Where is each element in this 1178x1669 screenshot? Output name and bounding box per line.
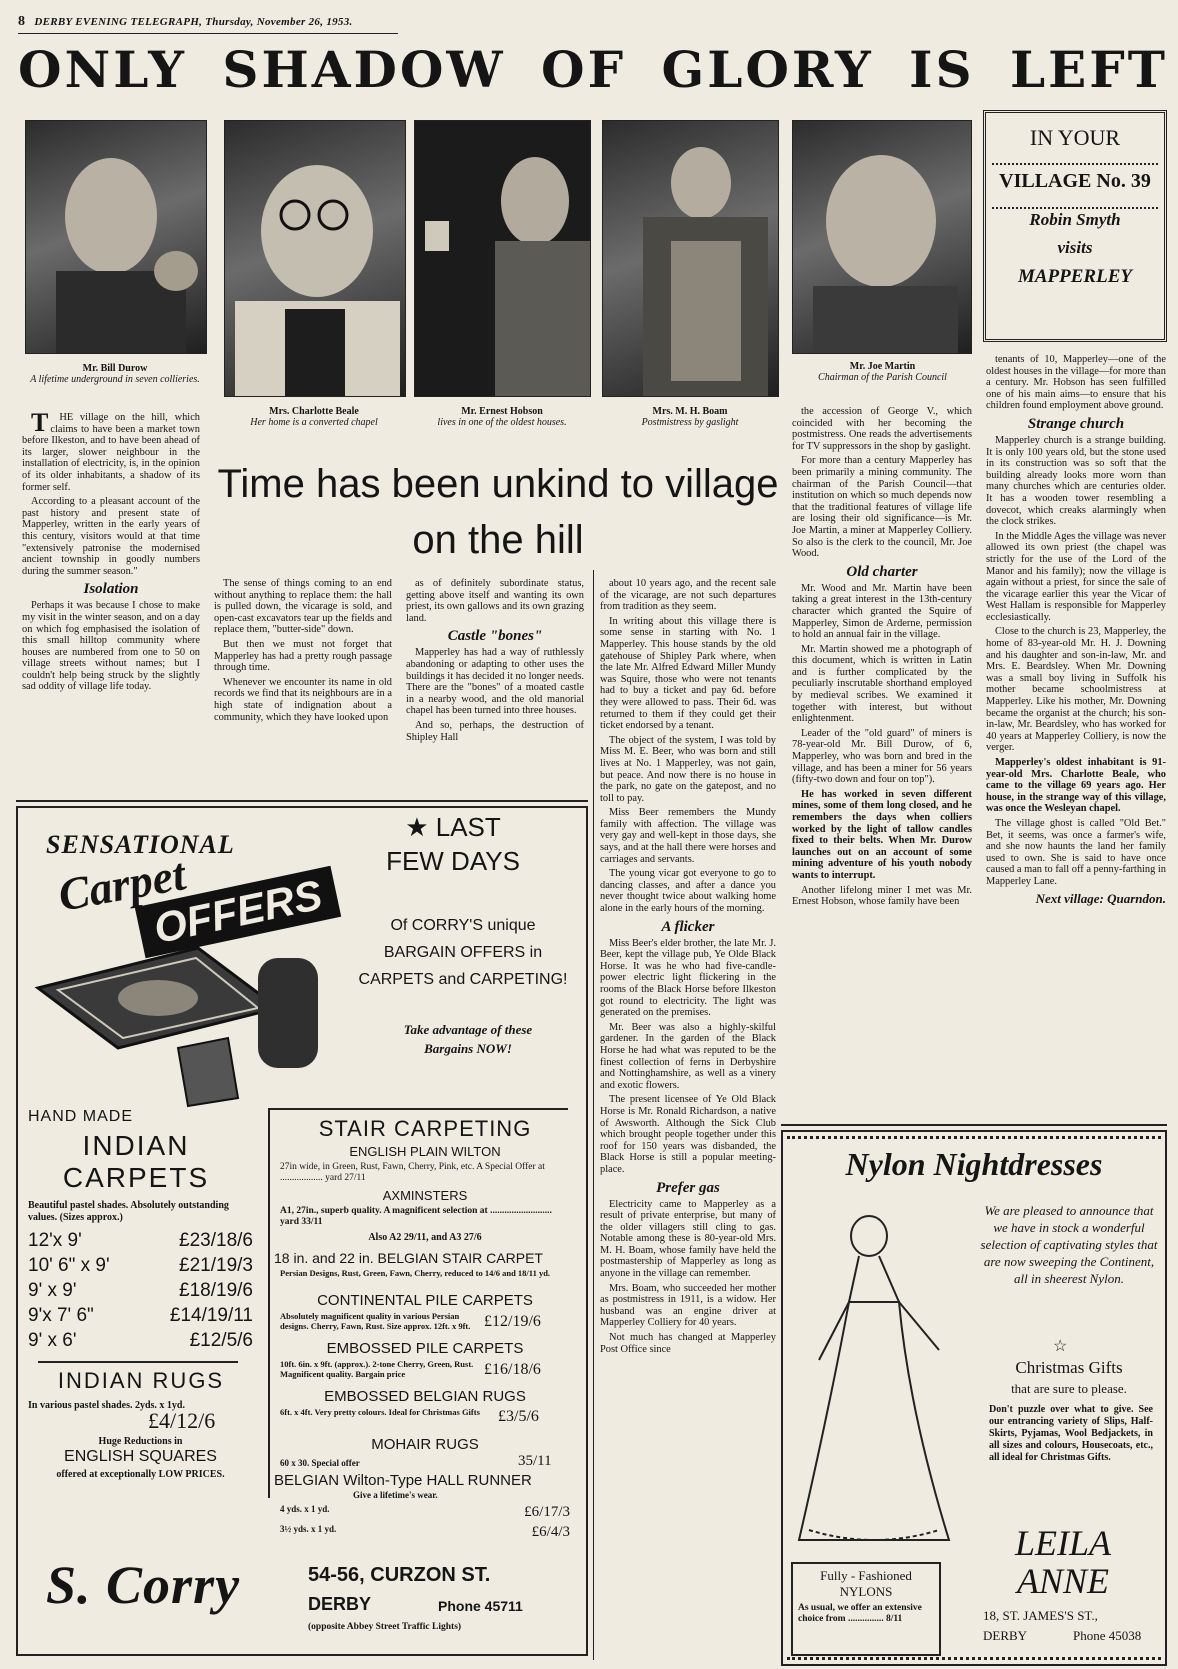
star-icon: ☆: [1053, 1338, 1068, 1355]
nylons-label: NYLONS: [839, 1584, 893, 1599]
price-row: [28, 1328, 253, 1353]
ad-divider: [38, 1361, 238, 1363]
paragraph: Electricity came to Mapperley as a result of private enterprise, but many of the older villagers still cling to gas. Notable among these is 80-year-old Mrs. M. H. Boam, whose family have held the postmastership of Mapperley as long as anyone in the village can remember.: [600, 1198, 776, 1280]
paragraph: Whenever we encounter its name in old records we find that its neighbours are in a high state of indignation about a community, which they have looked upon: [214, 676, 392, 723]
ad-sensational: SENSATIONAL: [46, 830, 235, 859]
paragraph: And so, perhaps, the destruction of Shipley Hall: [406, 719, 584, 743]
runner-price: £6/17/3: [524, 1504, 570, 1520]
ad-huge-reductions: Huge Reductions in: [98, 1436, 183, 1447]
ad-rugs-note: In various pastel shades. 2yds. x 1yd.: [28, 1400, 185, 1411]
paragraph: Mapperley has had a way of ruthlessly abandoning or adapting to other uses the buildings it has decided it no longer needs. There are the "bones" of a moated castle in a nearby wood, and the old manorial chapel has been turned into three houses.: [406, 647, 584, 717]
paragraph: The young vicar got everyone to go to dancing classes, and after a dance you never thought twice about walking home alone in the early hours of the morning.: [600, 868, 776, 915]
ad-plain-wilton: ENGLISH PLAIN WILTON: [349, 1144, 501, 1159]
ad-offers-banner: OFFERS: [135, 866, 341, 958]
corry-logo: S. Corry: [46, 1555, 241, 1615]
carpet-size: 12'x 9': [28, 1230, 82, 1251]
caption-desc: A lifetime underground in seven collieries.: [30, 374, 200, 385]
subheading-castle-bones: Castle "bones": [447, 628, 543, 645]
column-rule: [593, 570, 594, 1660]
ad-embossed-pile-price: £16/18/6: [484, 1361, 541, 1378]
paragraph: Perhaps it was because I chose to make my visit in the winter season, and on a day on which fog emphasised the isolation of this small hilltop community where houses are numbered from one to 50 on village streets without names; but I couldn't help being struck by the slightly sad oddity of village life today.: [22, 600, 200, 693]
ad-indian-rugs: INDIAN RUGS: [57, 1368, 225, 1393]
portrait-woman-apron-icon: [603, 121, 778, 396]
paragraph: According to a pleasant account of the past history and present state of Mapperley, written in the early years of this century, visitors would at that time "extensively patronise the modernised ancient township in goodly numbers during the summer season.": [22, 496, 200, 577]
ad-take-advantage: Take advantage of these Bargains NOW!: [403, 1022, 533, 1056]
ad-mohair-note: 60 x 30. Special offer: [280, 1458, 360, 1468]
caption-name: Mrs. M. H. Boam: [652, 406, 728, 417]
ad-axminsters-note: A1, 27in., superb quality. A magnificent selection at .......................... yard 33/11: [280, 1206, 552, 1227]
price-row: [28, 1278, 253, 1303]
paragraph: Miss Beer's elder brother, the late Mr. J. Beer, kept the village pub, Ye Olde Black Horse. It was he who had five-candle-power electric light flickering in the rooms of the Black Horse before Ilkeston got round to electricity. The light was generated on the premises.: [600, 937, 776, 1019]
caption-desc: Postmistress by gaslight: [641, 417, 739, 428]
paragraph: The village ghost is called "Old Bet." Bet, it seems, was once a farmer's wife, and she now haunts the land her family used to own. She is said to have once caused a man to fall off a penny-farthing in Mapperley Lane.: [986, 817, 1166, 887]
article-col4: [600, 578, 776, 1358]
paragraph: Another lifelong miner I met was Mr. Ernest Hobson, whose family have been: [792, 884, 972, 908]
brand-line2: ANNE: [1016, 1561, 1109, 1601]
page-number: 8: [18, 14, 26, 29]
next-village: Next village: Quarndon.: [1035, 890, 1166, 906]
paragraph: Mr. Martin showed me a photograph of this document, which is written in Latin and is further complicated by the peculiarly inscrutable shorthand employed by medieval scribes. We examined it together with interest, but without enlightenment.: [792, 643, 972, 725]
dateline: DERBY EVENING TELEGRAPH, Thursday, November 26, 1953.: [34, 16, 353, 28]
ad-border-pattern: [787, 1136, 1161, 1139]
ad-embossed-pile-note: 10ft. 6in. x 9ft. (approx.). 2-tone Cherry, Green, Rust. Magnificent quality. Bargain price: [280, 1359, 474, 1379]
caption-charlotte-beale: [224, 406, 404, 428]
subheading-old-charter: Old charter: [846, 563, 918, 580]
ad-wilton-note: 27in wide, in Green, Rust, Fawn, Cherry, Pink, etc. A Special Offer at .................. yard 27/11: [280, 1162, 545, 1183]
leila-anne-brand: [963, 1524, 1163, 1600]
ad-runner-row: [280, 1504, 570, 1521]
ad-pastel-note: Beautiful pastel shades. Absolutely outstanding values. (Sizes approx.): [28, 1200, 229, 1223]
ad-belgian-stair: 18 in. and 22 in. BELGIAN STAIR CARPET: [274, 1250, 543, 1266]
ad-english-squares: ENGLISH SQUARES: [64, 1448, 217, 1465]
article-col3: [406, 578, 584, 746]
price-row: [28, 1228, 253, 1253]
paragraph: In the Middle Ages the village was never allowed its own priest (the chapel was strictly for the use of the Lord of the Manor and his family); now the village is again without a priest, for since the sale of the vicarage earlier this year the Vicar of West Hallam is responsible for Mapperley ecclesiastically.: [986, 530, 1166, 623]
article-col1: [22, 408, 200, 696]
masthead: [18, 14, 398, 30]
paragraph: Mr. Wood and Mr. Martin have been taking a great interest in the 13th-century character which granted the Squire of Mapperley, Simon de Arderne, permission to hold an annual fair in the village.: [792, 582, 972, 641]
caption-name: Mrs. Charlotte Beale: [269, 406, 359, 417]
carpet-size: 10' 6" x 9': [28, 1255, 110, 1276]
paragraph: Mapperley church is a strange building. It is only 100 years old, but the stone used in its construction was so soft that the building already looks more worn than many churches which are centuries older. It has a wooden tower resembling a dovecot, which creaks alarmingly when the clock strikes.: [986, 434, 1166, 528]
caption-joe-martin: [790, 361, 975, 383]
column-rule: [781, 1124, 1167, 1126]
rug-illustration-icon: [28, 938, 338, 1108]
ad-runner-row: [280, 1524, 570, 1541]
paragraph: For more than a century Mapperley has been primarily a mining community. The chairman of the Parish Council—that institution on which so much depends now that the traditional features of village life are losing their old significance—is Mr. Joe Martin, a miner at Mapperley Colliery. So also is the clerk to the council, Mr. Joe Wood.: [792, 455, 972, 560]
nylons-body: As usual, we offer an extensive choice from ............... 8/11: [798, 1603, 922, 1624]
ad-continental-price: £12/19/6: [484, 1313, 541, 1330]
carpet-price: £23/18/6: [179, 1230, 253, 1251]
woman-nightdress-illustration-icon: [789, 1210, 959, 1560]
article-col6: [986, 354, 1166, 907]
leila-anne-address: 18, ST. JAMES'S ST.,: [983, 1608, 1098, 1623]
photo-bill-durow: [25, 120, 207, 354]
nylon-announce: We are pleased to announce that we have in stock a wonderful selection of captivating styles that are now sweeping the Continent, all in sheerest Nylon.: [980, 1203, 1158, 1286]
ad-embossed-rugs: EMBOSSED BELGIAN RUGS: [324, 1388, 526, 1405]
price-row: [28, 1303, 253, 1328]
paragraph: THE village on the hill, which claims to have been a market town before Ilkeston, and to have been ahead of its larger, slower neighbour in the installation of electricity, is, in the opinion of its older inhabitants, a shadow of its former self.: [22, 408, 200, 493]
subheading-isolation: Isolation: [83, 581, 139, 598]
photo-charlotte-beale: [224, 120, 406, 397]
photo-ernest-hobson: [414, 120, 591, 397]
ad-border-pattern: [787, 1657, 1161, 1660]
paragraph: The present licensee of Ye Old Black Horse is Mr. Ronald Richardson, a native of Awsworth. Although the Sick Club which brought people together under this roof for 150 years was disbanded, the Black Horse is still a popular meeting-place.: [600, 1094, 776, 1175]
corry-phone: Phone 45711: [438, 1598, 523, 1614]
portrait-man-smiling-icon: [793, 121, 971, 353]
ad-panel-divider: [268, 1108, 568, 1110]
paragraph: as of definitely subordinate status, getting above itself and wanting its own priest, its own gallows and its own grazing land.: [406, 578, 584, 624]
ad-carpet-script: Carpet: [54, 848, 190, 921]
paragraph: Mrs. Boam, who succeeded her mother as postmistress in 1911, is a widow. Her husband was an engine driver at Mapperley Colliery for 40 years.: [600, 1282, 776, 1329]
ad-continental-note: Absolutely magnificent quality in various Persian designs. Cherry, Fawn, Rust. Size approx. 12ft. x 9ft.: [280, 1311, 471, 1331]
ad-embossed-rugs-price: £3/5/6: [498, 1408, 539, 1425]
caption-mh-boam: [600, 406, 780, 428]
series-line5: MAPPERLEY: [1017, 266, 1132, 287]
ad-hall-runner: BELGIAN Wilton-Type HALL RUNNER: [274, 1472, 532, 1489]
nylon-title: Nylon Nightdresses: [845, 1146, 1103, 1182]
paragraph: the accession of George V., which coincided with her becoming the postmistress. One reads the advertisements for TV suppressors in the shop by gaslight.: [792, 406, 972, 452]
corry-city: DERBY: [308, 1594, 372, 1614]
caption-bill-durow: [25, 363, 205, 385]
portrait-woman-glasses-icon: [225, 121, 405, 396]
caption-desc: Her home is a converted chapel: [250, 417, 378, 428]
caption-name: Mr. Bill Durow: [82, 363, 148, 374]
carpet-price: £21/19/3: [179, 1255, 253, 1276]
ad-squares-note: offered at exceptionally LOW PRICES.: [56, 1469, 225, 1480]
paragraph: tenants of 10, Mapperley—one of the oldest houses in the village—for more than a century. Mr. Hobson has seen fulfilled one of his main aims—to ensure that his children found employment above ground.: [986, 354, 1166, 412]
nylon-gifts-title: Christmas Gifts: [1015, 1358, 1123, 1377]
caption-name: Mr. Ernest Hobson: [461, 406, 543, 417]
portrait-man-doorway-icon: [415, 121, 590, 396]
price-row: [28, 1253, 253, 1278]
nylons-box: [791, 1562, 941, 1656]
corry-address: 54-56, CURZON ST.: [308, 1564, 491, 1586]
paragraph: Mr. Beer was also a highly-skilful gardener. In the garden of the Black Horse he had what was reputed to be the finest collection of ferns in Derbyshire and Nottinghamshire, as well as a vinery and exotic flowers.: [600, 1021, 776, 1091]
zigzag-divider: [992, 163, 1158, 165]
ad-panel-divider: [268, 1108, 270, 1498]
paragraph: The object of the system, I was told by Miss M. E. Beer, who was born and still lives at No. 1 Mapperley, was not gain, but peace. And now there is no house in the park, no gate on the gatepost, and no toll to pay.: [600, 734, 776, 804]
ad-belgian-stair-note: Persian Designs, Rust, Green, Fawn, Cherry, reduced to 14/6 and 18/11 yd.: [280, 1268, 551, 1278]
ad-axminsters: AXMINSTERS: [382, 1188, 468, 1203]
brand-line1: LEILA: [1014, 1523, 1111, 1563]
banner-headline: ONLY SHADOW OF GLORY IS LEFT: [18, 40, 1168, 99]
paragraph: Miss Beer remembers the Mundy family with affection. The village was very gay and well-kept in those days, she says, and at the hall there were horses and carriages and servants.: [600, 807, 776, 865]
paragraph: Close to the church is 23, Mapperley, the home of 83-year-old Mr. H. J. Downing and his daughter and son-in-law, Mr. and Mrs. E. Beardsley. When Mr. Downing was a small boy living in Suffolk his mother became schoolmistress at Mapperley. Like his mother, Mr. Downing became the organist at the church; his son-in-law, Mr. Beardsley, who has worked for 40 years at Mapperley Colliery, is now the verger.: [986, 626, 1166, 754]
paragraph: He has worked in seven different mines, some of them long closed, and he remembers the days when colliers worked by the light of tallow candles fixed to their belts. When Mr. Durow launches out on an account of some mining adventure of his youth nobody wants to interrupt.: [792, 788, 972, 881]
carpet-price: £18/19/6: [179, 1280, 253, 1301]
runner-size: 4 yds. x 1 yd.: [280, 1504, 330, 1514]
photo-mh-boam: [602, 120, 779, 397]
series-line1: IN YOUR: [1029, 125, 1121, 150]
series-line4: visits: [1057, 238, 1093, 257]
article-col2: [214, 578, 392, 726]
masthead-rule: [18, 33, 398, 34]
caption-ernest-hobson: [412, 406, 592, 428]
leila-anne-phone: Phone 45038: [1073, 1628, 1142, 1643]
ad-axminsters-also: Also A2 29/11, and A3 27/6: [368, 1232, 482, 1243]
ad-mohair-price: 35/11: [518, 1453, 552, 1469]
ad-hand-made: HAND MADE: [28, 1108, 134, 1125]
ad-hall-runner-note: Give a lifetime's wear.: [353, 1490, 438, 1500]
ad-mohair: MOHAIR RUGS: [371, 1436, 479, 1453]
ad-unique-line: Of CORRY'S unique BARGAIN OFFERS in CARPETS and CARPETING!: [358, 917, 568, 988]
paragraph: Not much has changed at Mapperley Post Office since: [600, 1332, 776, 1355]
ad-embossed-pile: EMBOSSED PILE CARPETS: [326, 1340, 524, 1357]
paragraph: about 10 years ago, and the recent sale of the vicarage, are not such departures from tradition as they seem.: [600, 578, 776, 613]
nylon-gifts-body: Don't puzzle over what to give. See our entrancing variety of Slips, Half-Skirts, Pyjamas, Wool Bedjackets, in all sizes and colours, Housecoats, etc., all ideal for Christmas Gifts.: [989, 1404, 1153, 1463]
article-col5: [792, 406, 972, 911]
carpet-size: 9' x 6': [28, 1330, 77, 1351]
paragraph: Mapperley's oldest inhabitant is 91-year-old Mrs. Charlotte Beale, who came to the village 69 years ago. Her house, in the strange way of this village, was once the Wesleyan chapel.: [986, 757, 1166, 815]
column-rule: [16, 800, 588, 802]
runner-price: £6/4/3: [531, 1524, 570, 1540]
carpet-price: £14/19/11: [169, 1305, 253, 1326]
subheading-strange-church: Strange church: [1027, 415, 1125, 432]
corry-carpet-advert: [16, 806, 588, 1656]
portrait-man-pipe-icon: [26, 121, 206, 353]
nylon-gifts-sub: that are sure to please.: [1011, 1381, 1127, 1396]
series-line3: Robin Smyth: [1029, 210, 1121, 229]
caption-desc: lives in one of the oldest houses.: [437, 417, 567, 428]
ad-continental: CONTINENTAL PILE CARPETS: [317, 1292, 533, 1309]
subheading-a-flicker: A flicker: [661, 918, 715, 935]
nylons-fully-fashioned: Fully - Fashioned: [820, 1568, 912, 1583]
runner-size: 3½ yds. x 1 yd.: [280, 1524, 337, 1534]
ad-last-few-days: ★ LAST FEW DAYS: [386, 812, 520, 876]
series-line2: VILLAGE No. 39: [999, 170, 1151, 192]
carpet-price: £12/5/6: [189, 1330, 253, 1351]
ad-rugs-price: £4/12/6: [148, 1408, 216, 1433]
paragraph: The sense of things coming to an end without anything to replace them: the hall is pulled down, the vicarage is sold, and open-cast excavators tear up the fields and replace them, "butter-side" down.: [214, 578, 392, 636]
caption-name: Mr. Joe Martin: [849, 361, 916, 372]
paragraph: Leader of the "old guard" of miners is 78-year-old Mr. Bill Durow, of 6, Mapperley, who was born and bred in the village, and has been a miner for 56 years (fifty-two down and four on top").: [792, 727, 972, 786]
ad-indian-carpets: INDIAN CARPETS: [62, 1130, 210, 1193]
paragraph: But then we must not forget that Mapperley has had a pretty rough passage through time.: [214, 638, 392, 674]
caption-desc: Chairman of the Parish Council: [818, 372, 947, 383]
article-headline: Time has been unkind to village on the hill: [217, 462, 779, 562]
ad-stair-carpeting: STAIR CARPETING: [318, 1116, 532, 1141]
paragraph: In writing about this village there is some sense in starting with No. 1 Mapperley. This house stands by the old gatehouse of Shipley Park where, when the late Mr. Alfred Edward Miller Mundy was Squire, those who were not tenants had to buy a ticket and pay 6d. before they were allowed to pass. Their 6d. was returned to them if they could get their ticket endorsed by a tenant.: [600, 615, 776, 732]
nylon-nightdresses-advert: [781, 1130, 1167, 1666]
carpet-size: 9'x 7' 6": [28, 1305, 94, 1326]
zigzag-divider: [992, 207, 1158, 209]
corry-opposite: (opposite Abbey Street Traffic Lights): [308, 1622, 462, 1632]
photo-joe-martin: [792, 120, 972, 354]
carpet-size: 9' x 9': [28, 1280, 77, 1301]
indian-carpet-price-list: [28, 1228, 253, 1353]
ad-embossed-rugs-note: 6ft. x 4ft. Very pretty colours. Ideal for Christmas Gifts: [280, 1407, 480, 1417]
series-box: [983, 110, 1167, 342]
leila-anne-city: DERBY: [983, 1628, 1028, 1643]
subheading-prefer-gas: Prefer gas: [656, 1179, 720, 1196]
